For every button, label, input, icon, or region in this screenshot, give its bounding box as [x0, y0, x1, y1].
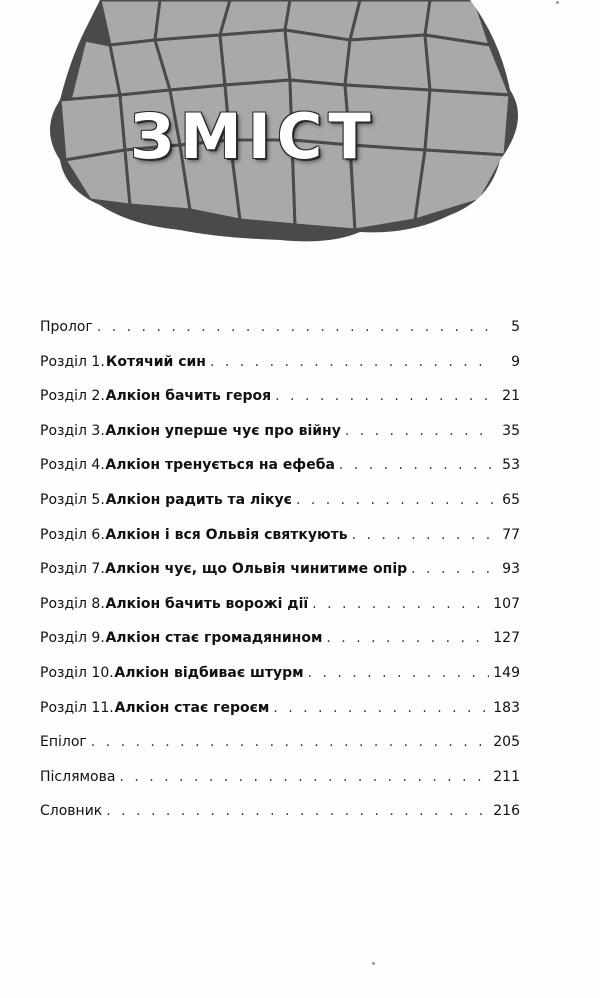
toc-chapter-name: Алкіон стає героєм — [114, 699, 270, 716]
toc-chapter-name: Алкіон бачить героя — [105, 388, 272, 405]
toc-entry — [40, 483, 520, 518]
leader-dots — [339, 448, 494, 483]
leader-dots — [210, 345, 494, 380]
leader-dots — [97, 310, 494, 345]
toc-prefix: Розділ 8. — [40, 595, 105, 612]
toc-prefix: Розділ 3. — [40, 422, 105, 439]
leader-dots — [411, 552, 494, 587]
toc-entry — [40, 621, 520, 656]
toc-page: 149 — [493, 664, 520, 681]
toc-chapter-name: Алкіон бачить ворожі дії — [105, 595, 309, 612]
toc-prefix: Розділ 5. — [40, 491, 105, 508]
leader-dots — [345, 414, 494, 449]
toc-entry — [40, 794, 520, 829]
toc-prefix: Словник — [40, 803, 103, 820]
toc-page: 183 — [493, 699, 520, 716]
toc-chapter-name: Котячий син — [105, 353, 206, 370]
toc-entry — [40, 725, 520, 760]
toc-prefix: Розділ 2. — [40, 388, 105, 405]
toc-page: 5 — [511, 319, 520, 335]
leader-dots — [352, 518, 494, 553]
leader-dots — [308, 656, 490, 691]
leader-dots — [326, 621, 489, 656]
toc-chapter-name: Алкіон радить та лікує — [105, 491, 292, 508]
toc-entry — [40, 518, 520, 553]
leader-dots — [273, 691, 489, 726]
toc-entry — [40, 345, 520, 380]
leader-dots — [119, 760, 489, 795]
toc-prefix: Розділ 7. — [40, 561, 105, 578]
page-title: ЗМІСТ — [130, 100, 377, 173]
toc-prefix: Розділ 6. — [40, 526, 105, 543]
toc-prefix: Епілог — [40, 734, 87, 751]
toc-chapter-name: Алкіон стає громадянином — [105, 630, 323, 647]
toc-entry — [40, 656, 520, 691]
toc-entry — [40, 379, 520, 414]
toc-chapter-name: Алкіон тренується на ефеба — [105, 457, 335, 474]
toc-prefix: Розділ 1. — [40, 353, 105, 370]
toc-chapter-name: Алкіон уперше чує про війну — [105, 422, 341, 439]
toc-entry — [40, 448, 520, 483]
toc-prefix: Розділ 10. — [40, 664, 114, 681]
toc-entry — [40, 552, 520, 587]
leader-dots — [106, 794, 489, 829]
toc-prefix: Пролог — [40, 319, 93, 335]
toc-chapter-name: Алкіон і вся Ольвія святкують — [105, 526, 348, 543]
toc-page: 21 — [502, 388, 520, 405]
leader-dots — [275, 379, 494, 414]
table-of-contents — [40, 310, 520, 829]
toc-prefix: Розділ 11. — [40, 699, 114, 716]
toc-page: 93 — [502, 561, 520, 578]
toc-page: 9 — [511, 353, 520, 370]
leader-dots — [312, 587, 489, 622]
leader-dots — [91, 725, 490, 760]
toc-page: 216 — [493, 803, 520, 820]
toc-entry — [40, 587, 520, 622]
toc-entry — [40, 691, 520, 726]
paper-speck — [372, 962, 375, 965]
toc-prefix: Розділ 9. — [40, 630, 105, 647]
toc-entry — [40, 760, 520, 795]
toc-page: 65 — [502, 491, 520, 508]
paper-speck — [556, 1, 559, 4]
toc-chapter-name: Алкіон чує, що Ольвія чинитиме опір — [105, 561, 408, 578]
toc-prefix: Розділ 4. — [40, 457, 105, 474]
toc-page: 35 — [502, 422, 520, 439]
leader-dots — [296, 483, 494, 518]
toc-page: 53 — [502, 457, 520, 474]
toc-chapter-name: Алкіон відбиває штурм — [114, 664, 304, 681]
toc-page: 127 — [493, 630, 520, 647]
toc-page: 107 — [493, 595, 520, 612]
toc-entry — [40, 310, 520, 345]
toc-entry — [40, 414, 520, 449]
toc-page: 77 — [502, 526, 520, 543]
toc-page: 211 — [493, 768, 520, 785]
toc-prefix: Післямова — [40, 768, 116, 785]
toc-page: 205 — [493, 734, 520, 751]
